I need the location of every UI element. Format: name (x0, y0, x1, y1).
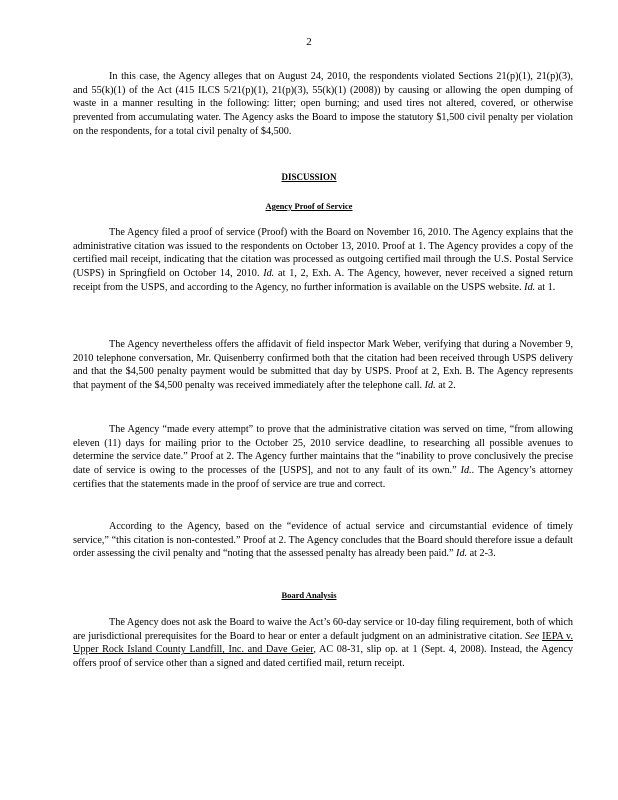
case-citation: IEPA v. Upper Rock Island County Landfill, Inc. and Dave Geier (73, 630, 574, 656)
paragraph-proof-of-service: The Agency filed a proof of service (Proof) with the Board on November 16, 2010. The Agency explains that the administrative citation was issued to the respondents on October 13, 2010. Proof at 1. The Agency provides a copy of the certified mail receipt, indicating that the citation was processed as outgoing certified mail through the U.S. Postal Service (USPS) in Springfield on October 14, 2010. Id. at 1, 2, Exh. A. The Agency, however, never received a signed return receipt from the USPS, and according to the Agency, no further information is available on the USPS website. Id. at 1. (73, 227, 574, 293)
heading-discussion: DISCUSSION (281, 172, 337, 182)
paragraph-board-analysis: The Agency does not ask the Board to waive the Act’s 60-day service or 10-day filing requirement, both of which are jurisdictional prerequisites for the Board to hear or enter a default judgment on an administrative citation. See IEPA v. Upper Rock Island County Landfill, Inc. and Dave Geier, AC 08-31, slip op. at 1 (Sept. 4, 2008). Instead, the Agency offers proof of service other than a signed and dated certified mail, return receipt. (73, 617, 574, 670)
heading-board-analysis: Board Analysis (281, 590, 337, 600)
paragraph-affidavit: The Agency nevertheless offers the affidavit of field inspector Mark Weber, verifying that during a November 9, 2010 telephone conversation, Mr. Quisenberry confirmed both that the citation had been received through USPS delivery and that the $4,500 penalty payment would be submitted that day by USPS. Proof at 2, Exh. B. The Agency represents that payment of the $4,500 penalty was received immediately after the telephone call. Id. at 2. (73, 339, 573, 392)
paragraph-allegations: In this case, the Agency alleges that on August 24, 2010, the respondents violated Sections 21(p)(1), 21(p)(3), and 55(k)(1) of the Act (415 ILCS 5/21(p)(1), 21(p)(3), 55(k)(1) (2008)) by causing or allowing the open dumping of waste in a manner resulting in the following: litter; open burning; and used tires not altered, covered, or otherwise prevented from accumulating water. The Agency asks the Board to impose the statutory $1,500 civil penalty per violation on the respondents, for a total civil penalty of $4,500. (73, 71, 573, 137)
heading-agency-proof-of-service: Agency Proof of Service (265, 201, 353, 211)
paragraph-conclusion: According to the Agency, based on the “evidence of actual service and circumstantial evidence of timely service,” “this citation is non-contested.” Proof at 2. The Agency concludes that the Board should therefore issue a default order assessing the civil penalty and “noting that the assessed penalty has already been paid.” Id. at 2-3. (73, 521, 573, 560)
paragraph-every-attempt: The Agency “made every attempt” to prove that the administrative citation was served on time, “from allowing eleven (11) days for mailing prior to the October 25, 2010 service deadline, to researching all possible avenues to determine the service date.” Proof at 2. The Agency further maintains that the “inability to prove conclusively the precise date of service is owing to the processes of the [USPS], and not to any fault of its own.” Id.. The Agency’s attorney certifies that the statements made in the proof of service are true and correct. (73, 424, 573, 490)
page-number: 2 (306, 36, 312, 48)
